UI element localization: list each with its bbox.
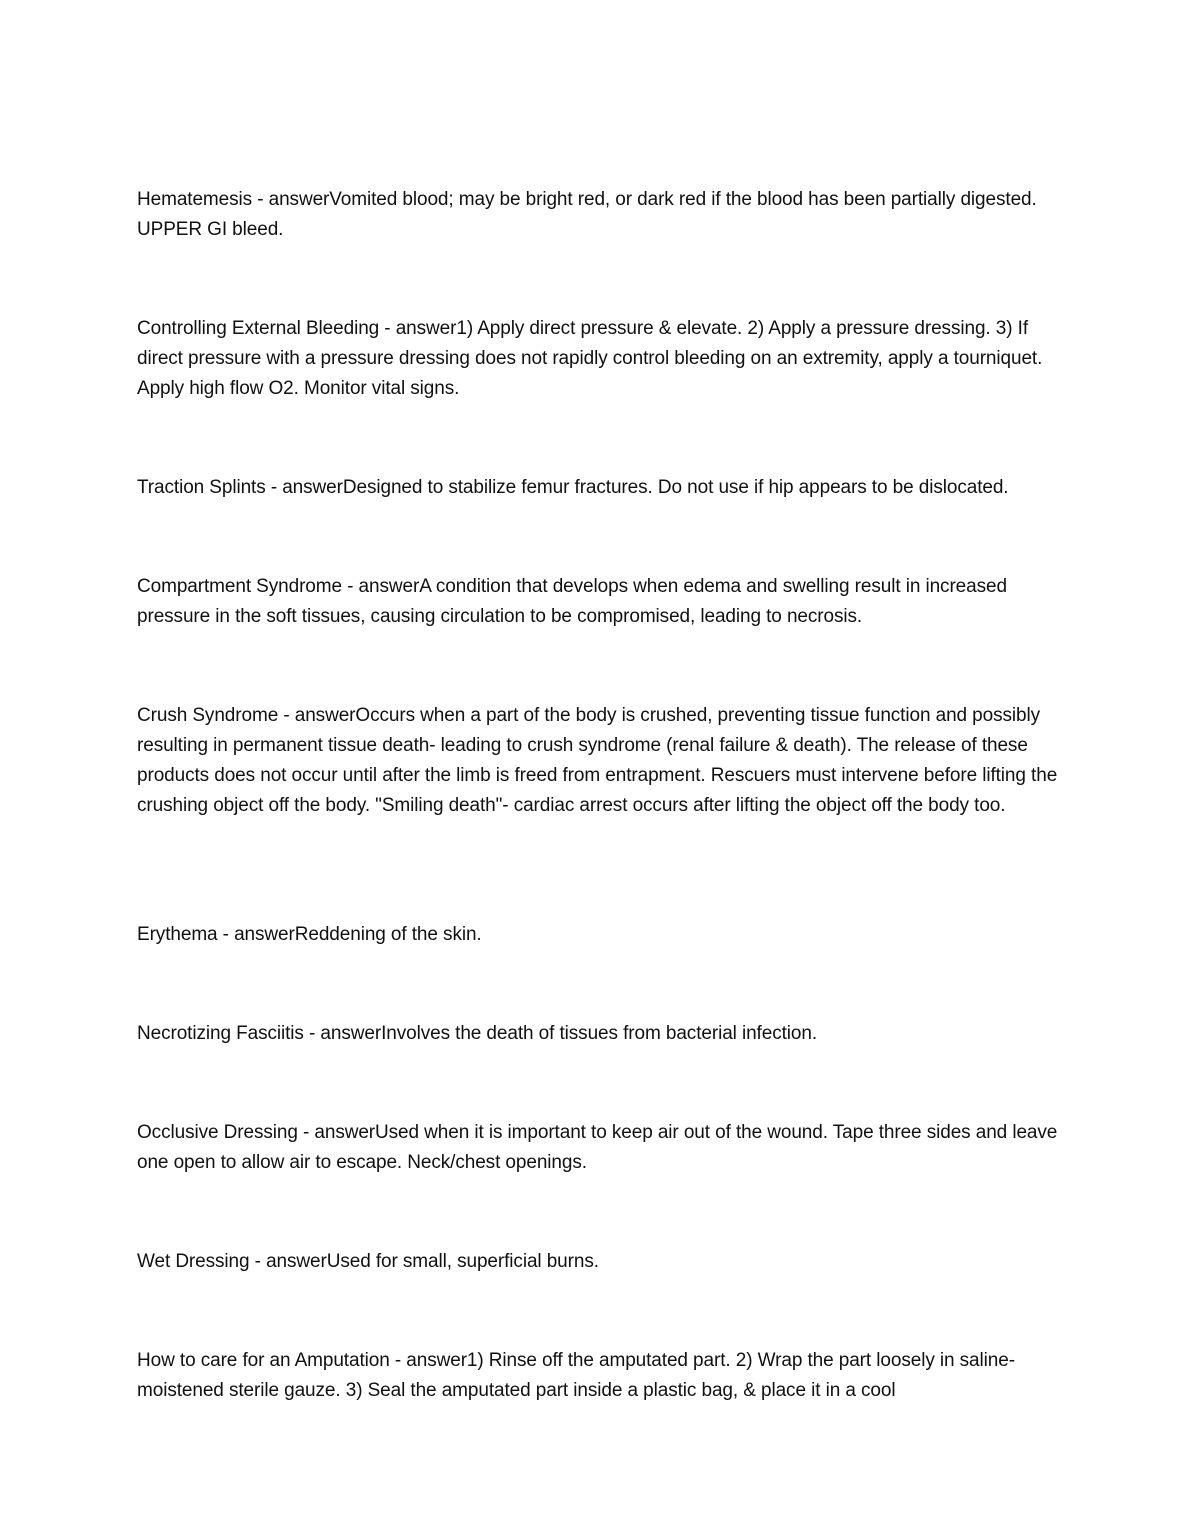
entry-necrotizing-fasciitis: Necrotizing Fasciitis - answerInvolves the death of tissues from bacterial infection.: [137, 1023, 818, 1044]
entry-compartment-syndrome: Compartment Syndrome - answerA condition that develops when edema and swelling result in increased pressure in the soft tissues, causing circulation to be compromised, leading to necrosis.: [137, 576, 1007, 627]
entry-wet-dressing: Wet Dressing - answerUsed for small, superficial burns.: [137, 1251, 599, 1272]
entry-amputation-care: How to care for an Amputation - answer1) Rinse off the amputated part. 2) Wrap the part loosely in saline-moistened sterile gauze. 3) Seal the amputated part inside a plastic bag, & place it in a cool: [137, 1350, 1015, 1401]
entry-erythema: Erythema - answerReddening of the skin.: [137, 924, 482, 945]
entry-occlusive-dressing: Occlusive Dressing - answerUsed when it is important to keep air out of the wound. Tape three sides and leave one open to allow air to escape. Neck/chest openings.: [137, 1122, 1058, 1173]
entry-crush-syndrome: Crush Syndrome - answerOccurs when a part of the body is crushed, preventing tissue function and possibly resulting in permanent tissue death- leading to crush syndrome (renal failure & death). The release of these products does not occur until after the limb is freed from entrapment. Rescuers must intervene before lifting the crushing object off the body. "Smiling death"- cardiac arrest occurs after lifting the object off the body too.: [137, 705, 1058, 816]
entry-controlling-external-bleeding: Controlling External Bleeding - answer1) Apply direct pressure & elevate. 2) Apply a pressure dressing. 3) If direct pressure with a pressure dressing does not rapidly control bleeding on an extremity, apply a tourniquet. Apply high flow O2. Monitor vital signs.: [137, 318, 1043, 399]
entry-hematemesis: Hematemesis - answerVomited blood; may be bright red, or dark red if the blood has been partially digested. UPPER GI bleed.: [137, 189, 1037, 240]
entry-traction-splints: Traction Splints - answerDesigned to stabilize femur fractures. Do not use if hip appears to be dislocated.: [137, 477, 1009, 498]
